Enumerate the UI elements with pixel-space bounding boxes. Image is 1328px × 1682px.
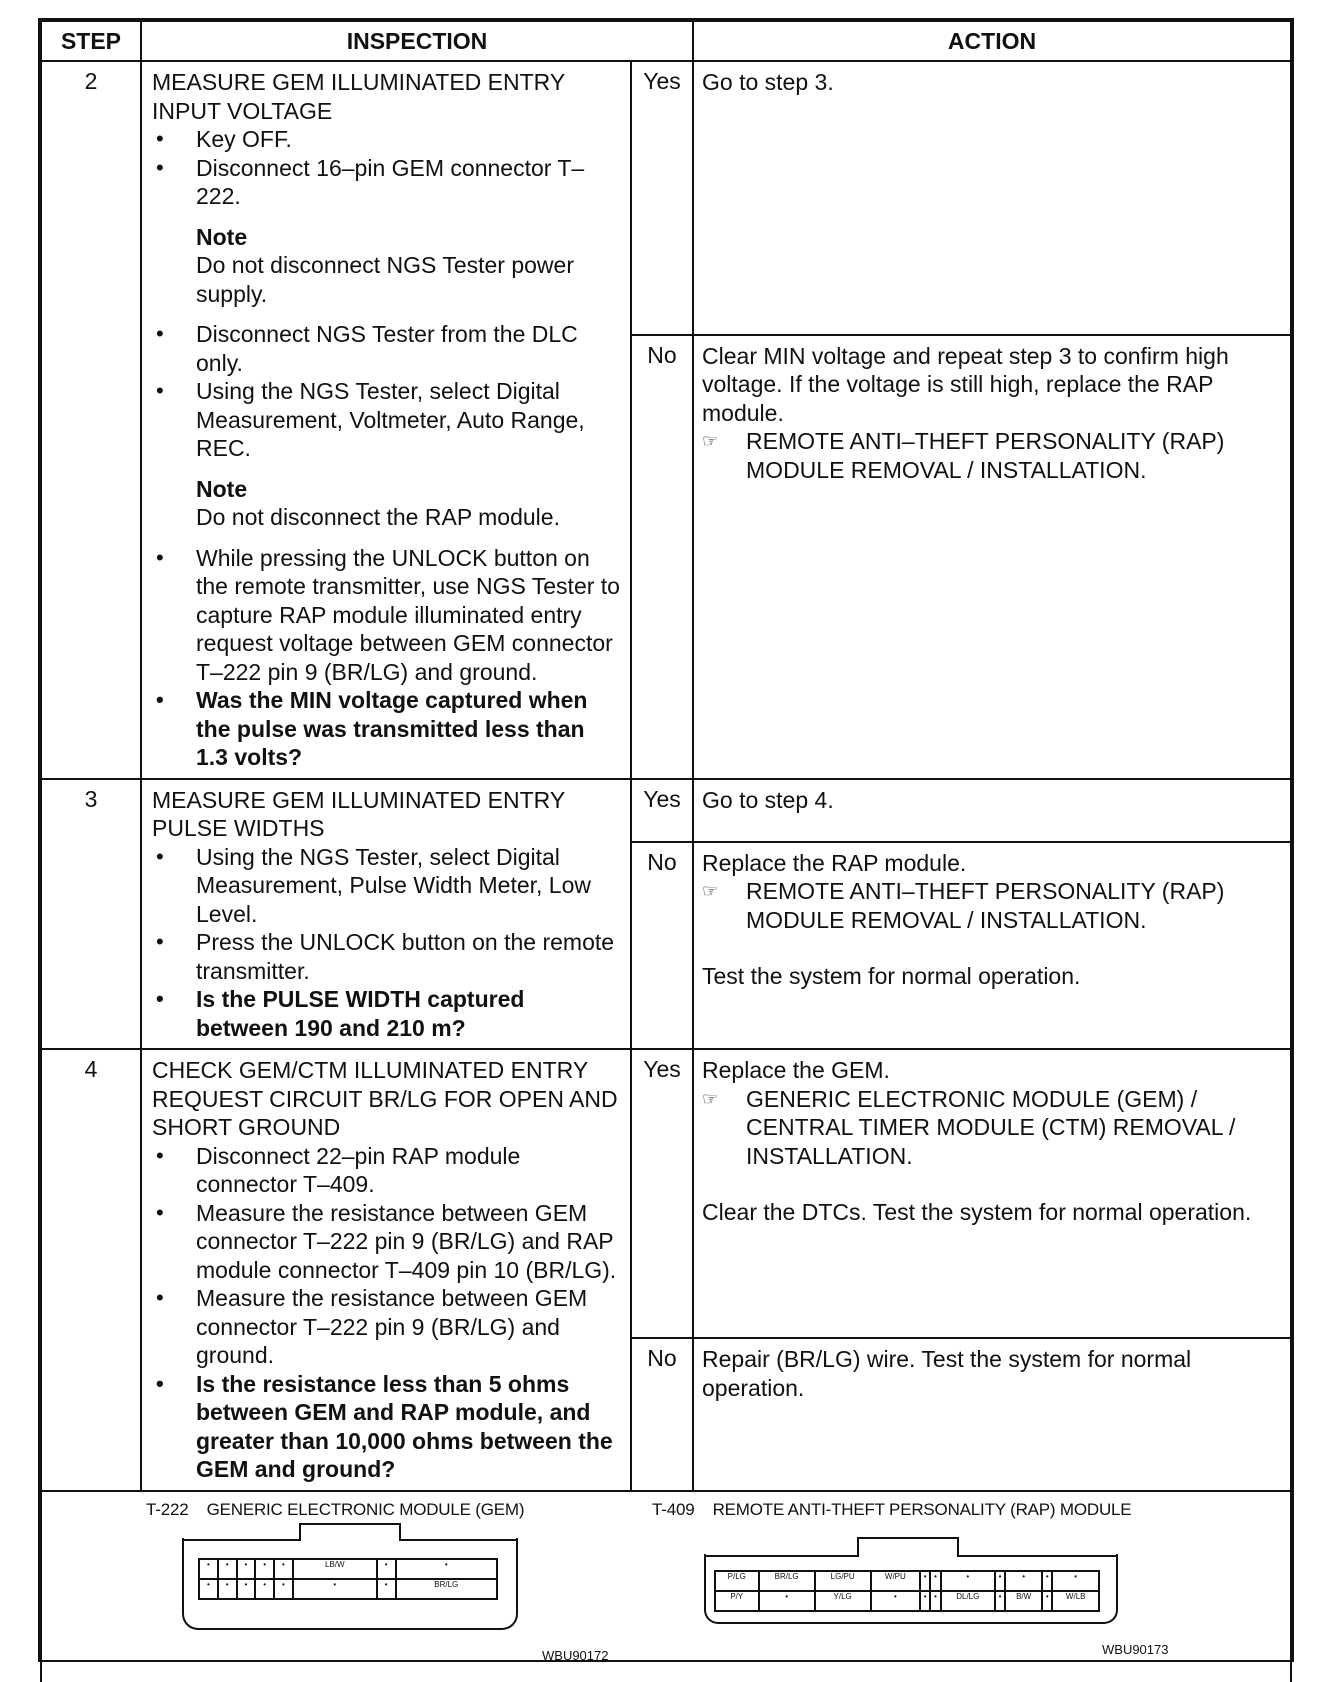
list-item: • While pressing the UNLOCK button on the remote transmitter, use NGS Tester to capture RAP module illuminated entry request voltage between GEM connector T–222 pin 9 (BR/LG) and ground. <box>152 544 620 687</box>
reference-text: REMOTE ANTI–THEFT PERSONALITY (RAP) MODULE REMOVAL / INSTALLATION. <box>746 878 1225 933</box>
note-text: Do not disconnect the RAP module. <box>196 504 560 530</box>
list-item: • Disconnect 16–pin GEM connector T–222. <box>152 154 620 211</box>
yes-action: Replace the GEM. <box>702 1057 890 1083</box>
yes-label: Yes <box>631 779 693 842</box>
step-3-inspection <box>141 779 631 1050</box>
note-heading: Note <box>196 223 248 250</box>
pointing-hand-icon: ☞ <box>702 431 719 452</box>
connector-pin: • <box>920 1571 930 1591</box>
header-step: STEP <box>41 21 141 61</box>
gem-connector-name: GENERIC ELECTRONIC MODULE (GEM) <box>206 1499 525 1519</box>
question: • Is the resistance less than 5 ohms between GEM and RAP module, and greater than 10,000 ohms between the GEM and ground? <box>152 1370 620 1484</box>
connector-pin: • <box>274 1559 293 1579</box>
rap-connector-name: REMOTE ANTI-THEFT PERSONALITY (RAP) MODULE <box>712 1499 1132 1519</box>
list-item: • Disconnect NGS Tester from the DLC only. <box>152 320 620 377</box>
step-number: 2 <box>41 61 141 779</box>
connector-pin: • <box>995 1591 1005 1611</box>
connector-pin: • <box>930 1591 940 1611</box>
connector-pin: • <box>218 1579 237 1599</box>
yes-extra: Clear the DTCs. Test the system for normal operation. <box>702 1199 1252 1225</box>
connector-pin: • <box>930 1571 940 1591</box>
connector-pin: • <box>293 1579 377 1599</box>
no-action: Repair (BR/LG) wire. Test the system for normal operation. <box>693 1338 1291 1490</box>
connector-diagram-row <box>41 1491 1291 1682</box>
connector-pin: W/PU <box>871 1571 920 1591</box>
step-title: MEASURE GEM ILLUMINATED ENTRY PULSE WIDTHS <box>152 786 565 841</box>
list-item: • Disconnect 22–pin RAP module connector T–409. <box>152 1142 620 1199</box>
connector-pin: • <box>1005 1571 1042 1591</box>
connector-pin: • <box>759 1591 815 1611</box>
header-action: ACTION <box>693 21 1291 61</box>
step-4-yes-row <box>41 1049 1291 1338</box>
connector-pin: BR/LG <box>396 1579 497 1599</box>
no-extra: Test the system for normal operation. <box>702 963 1081 990</box>
connector-pin: • <box>920 1591 930 1611</box>
no-action-cell <box>693 335 1291 779</box>
connector-pin: • <box>941 1571 995 1591</box>
note <box>152 223 620 309</box>
gem-figure-code: WBU90172 <box>542 1647 609 1663</box>
step-2-inspection <box>141 61 631 779</box>
gem-connector-id: T-222 <box>146 1499 189 1519</box>
question: • Was the MIN voltage captured when the pulse was transmitted less than 1.3 volts? <box>152 686 620 772</box>
pin-row <box>715 1591 1099 1611</box>
connector-pin: P/Y <box>715 1591 759 1611</box>
step-title: MEASURE GEM ILLUMINATED ENTRY INPUT VOLTAGE <box>152 69 565 124</box>
pointing-hand-icon: ☞ <box>702 881 719 902</box>
table-header <box>41 21 1291 61</box>
step-number: 4 <box>41 1049 141 1491</box>
connector-pin: • <box>237 1579 256 1599</box>
connector-pin: B/W <box>1005 1591 1042 1611</box>
gem-pin-grid <box>198 1558 498 1600</box>
no-label: No <box>631 842 693 1049</box>
connector-pin: W/LB <box>1052 1591 1099 1611</box>
connector-pin: LG/PU <box>815 1571 871 1591</box>
step-number: 3 <box>41 779 141 1050</box>
procedure-sheet <box>38 18 1294 1662</box>
step-4-inspection <box>141 1049 631 1491</box>
pointing-hand-icon: ☞ <box>702 1088 719 1109</box>
rap-connector-key <box>702 1536 1122 1558</box>
step-title: CHECK GEM/CTM ILLUMINATED ENTRY REQUEST CIRCUIT BR/LG FOR OPEN AND SHORT GROUND <box>152 1057 618 1140</box>
connector-pin: • <box>871 1591 920 1611</box>
no-action: Replace the RAP module. <box>702 849 967 876</box>
pin-row <box>199 1579 497 1599</box>
connector-pin: • <box>1042 1571 1052 1591</box>
note-text: Do not disconnect NGS Tester power supply. <box>196 252 574 307</box>
reference-text: REMOTE ANTI–THEFT PERSONALITY (RAP) MODULE REMOVAL / INSTALLATION. <box>746 428 1225 483</box>
connector-pin: • <box>255 1579 274 1599</box>
connector-diagrams <box>42 1492 1290 1682</box>
connector-pin: • <box>396 1559 497 1579</box>
note-heading: Note <box>196 475 248 502</box>
connector-pin: DL/LG <box>941 1591 995 1611</box>
connector-pin: BR/LG <box>759 1571 815 1591</box>
note <box>152 475 620 532</box>
reference <box>702 1085 1282 1171</box>
pin-row <box>715 1571 1099 1591</box>
connector-pin: Y/LG <box>815 1591 871 1611</box>
connector-pin: • <box>237 1559 256 1579</box>
yes-label: Yes <box>631 1049 693 1338</box>
connector-pin: • <box>1042 1591 1052 1611</box>
connector-pin: • <box>218 1559 237 1579</box>
list-item: • Using the NGS Tester, select Digital Measurement, Voltmeter, Auto Range, REC. <box>152 377 620 463</box>
connector-pin: • <box>377 1559 396 1579</box>
step-2-yes-row <box>41 61 1291 335</box>
connector-pin: • <box>199 1579 218 1599</box>
connector-pin: • <box>274 1579 293 1599</box>
rap-figure-code: WBU90173 <box>1102 1641 1169 1657</box>
no-label: No <box>631 335 693 779</box>
list-item: • Press the UNLOCK button on the remote transmitter. <box>152 928 620 985</box>
reference <box>702 877 1282 934</box>
yes-action-cell <box>693 1049 1291 1338</box>
list-item: • Key OFF. <box>152 125 620 154</box>
no-action: Clear MIN voltage and repeat step 3 to confirm high voltage. If the voltage is still high, replace the RAP module. <box>702 342 1229 426</box>
connector-pin: • <box>995 1571 1005 1591</box>
list-item: • Measure the resistance between GEM connector T–222 pin 9 (BR/LG) and ground. <box>152 1284 620 1370</box>
connector-pin: • <box>199 1559 218 1579</box>
rap-pin-grid <box>714 1570 1100 1612</box>
question: • Is the PULSE WIDTH captured between 190 and 210 m? <box>152 985 620 1042</box>
rap-connector-id: T-409 <box>652 1499 695 1519</box>
reference <box>702 427 1282 484</box>
connector-pin: • <box>1052 1571 1099 1591</box>
connector-pin: • <box>377 1579 396 1599</box>
header-inspection: INSPECTION <box>141 21 693 61</box>
yes-action: Go to step 3. <box>693 61 1291 335</box>
gem-connector-caption <box>146 1500 524 1520</box>
connector-pin: • <box>255 1559 274 1579</box>
no-action-cell <box>693 842 1291 1049</box>
no-label: No <box>631 1338 693 1490</box>
yes-action: Go to step 4. <box>693 779 1291 842</box>
reference-text: GENERIC ELECTRONIC MODULE (GEM) / CENTRAL TIMER MODULE (CTM) REMOVAL / INSTALLATION. <box>746 1085 1236 1169</box>
rap-connector-caption <box>652 1500 1131 1520</box>
yes-label: Yes <box>631 61 693 335</box>
gem-connector-key <box>180 1522 520 1542</box>
pin-row <box>199 1559 497 1579</box>
connector-pin: P/LG <box>715 1571 759 1591</box>
step-3-yes-row <box>41 779 1291 842</box>
diagnostic-table <box>40 20 1292 1682</box>
connector-pin: LB/W <box>293 1559 377 1579</box>
list-item: • Measure the resistance between GEM connector T–222 pin 9 (BR/LG) and RAP module connector T–409 pin 10 (BR/LG). <box>152 1199 620 1285</box>
list-item: • Using the NGS Tester, select Digital Measurement, Pulse Width Meter, Low Level. <box>152 843 620 929</box>
